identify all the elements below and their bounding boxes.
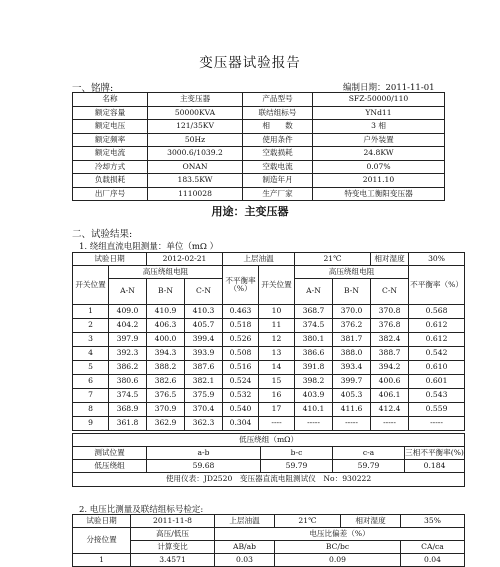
- ratio-cell: 0.03: [215, 554, 275, 567]
- dc-resistance-table: [72, 252, 465, 431]
- nameplate-row: [73, 133, 445, 147]
- resistance-row: [73, 403, 465, 417]
- resistance-cell: 0.559: [409, 403, 465, 417]
- resistance-cell: 374.5: [109, 389, 147, 403]
- resistance-cell: 404.2: [109, 319, 147, 333]
- resistance-cell: 394.2: [371, 361, 409, 375]
- resistance-cell: 393.9: [185, 347, 223, 361]
- nameplate-field-value: 50000KVA: [148, 106, 243, 120]
- phase-pair-header: CA/ca: [401, 541, 465, 554]
- resistance-cell: 0.463: [223, 305, 259, 319]
- resistance-cell: 387.6: [185, 361, 223, 375]
- dc-info-row: [73, 253, 465, 266]
- resistance-cell: 11: [259, 319, 295, 333]
- nameplate-row: [73, 93, 445, 107]
- phase-pair-header: BC/bc: [275, 541, 401, 554]
- tap-position-header: 分接位置: [73, 528, 131, 554]
- resistance-cell: 7: [73, 389, 109, 403]
- report-title: 变压器试验报告: [199, 55, 301, 71]
- resistance-cell: 370.9: [147, 403, 185, 417]
- test-date-value: 2011-11-8: [131, 515, 215, 528]
- resistance-cell: 9: [73, 417, 109, 431]
- resistance-cell: 362.9: [147, 417, 185, 431]
- test-date-value: 2012-02-21: [147, 253, 223, 266]
- resistance-cell: 8: [73, 403, 109, 417]
- nameplate-row: [73, 120, 445, 134]
- resistance-cell: 394.3: [147, 347, 185, 361]
- ratio-cell: 1: [73, 554, 131, 567]
- phase-column-header: B-N: [147, 279, 185, 305]
- resistance-cell: 368.9: [109, 403, 147, 417]
- resistance-cell: 411.6: [333, 403, 371, 417]
- resistance-cell: 399.4: [185, 333, 223, 347]
- resistance-row: [73, 389, 465, 403]
- resistance-cell: 17: [259, 403, 295, 417]
- nameplate-field-label: 额定频率: [73, 133, 148, 147]
- nameplate-field-label: 额定电压: [73, 120, 148, 134]
- nameplate-field-value: 主变压器: [148, 93, 243, 107]
- nameplate-field-label: 制造年月: [243, 174, 313, 188]
- resistance-cell: 376.5: [147, 389, 185, 403]
- resistance-cell: 361.8: [109, 417, 147, 431]
- nameplate-field-value: 3 相: [313, 120, 445, 134]
- nameplate-field-label: 使用条件: [243, 133, 313, 147]
- ratio-table: [72, 514, 465, 567]
- resistance-cell: 400.0: [147, 333, 185, 347]
- oil-temp-value: 21℃: [295, 253, 371, 266]
- resistance-cell: 388.2: [147, 361, 185, 375]
- nameplate-field-label: 名称: [73, 93, 148, 107]
- oil-temp-value: 21℃: [275, 515, 341, 528]
- resistance-cell: 370.8: [371, 305, 409, 319]
- phase-column-header: C-N: [185, 279, 223, 305]
- calc-ratio-header: 计算变比: [131, 541, 215, 554]
- humidity-value: 35%: [401, 515, 465, 528]
- phase-column-header: C-N: [371, 279, 409, 305]
- lv-header-cell: b-c: [261, 447, 333, 460]
- resistance-cell: 398.2: [295, 375, 333, 389]
- resistance-row: [73, 319, 465, 333]
- phase-column-header: B-N: [333, 279, 371, 305]
- resistance-cell: 392.3: [109, 347, 147, 361]
- resistance-cell: 4: [73, 347, 109, 361]
- hv-resistance-header: 高压绕组电阻: [295, 266, 409, 279]
- resistance-cell: 15: [259, 375, 295, 389]
- nameplate-field-value: 50Hz: [148, 133, 243, 147]
- nameplate-field-label: 空载损耗: [243, 147, 313, 161]
- tap-position-header: 开关位置: [73, 266, 109, 305]
- resistance-cell: 412.4: [371, 403, 409, 417]
- unbalance-header: 不平衡率（%）: [409, 266, 465, 305]
- resistance-cell: 382.1: [185, 375, 223, 389]
- resistance-cell: -----: [333, 417, 371, 431]
- resistance-row: [73, 375, 465, 389]
- resistance-cell: 0.526: [223, 333, 259, 347]
- resistance-cell: 0.543: [409, 389, 465, 403]
- resistance-cell: 370.0: [333, 305, 371, 319]
- nameplate-field-label: 相 数: [243, 120, 313, 134]
- resistance-cell: 0.612: [409, 319, 465, 333]
- usage-heading: 用途：主变压器: [211, 205, 289, 218]
- resistance-cell: 0.601: [409, 375, 465, 389]
- ratio-cell: 0.04: [401, 554, 465, 567]
- ratio-info-row: [73, 515, 465, 528]
- resistance-cell: -----: [371, 417, 409, 431]
- resistance-cell: 406.1: [371, 389, 409, 403]
- nameplate-field-label: 冷却方式: [73, 160, 148, 174]
- lv-value-cell: 低压绕组: [73, 460, 147, 473]
- resistance-cell: 10: [259, 305, 295, 319]
- lv-resistance-table: [72, 433, 465, 487]
- resistance-cell: 403.9: [295, 389, 333, 403]
- nameplate-field-value: 户外装置: [313, 133, 445, 147]
- resistance-cell: 382.4: [371, 333, 409, 347]
- resistance-cell: 400.6: [371, 375, 409, 389]
- resistance-cell: 6: [73, 375, 109, 389]
- resistance-cell: 381.7: [333, 333, 371, 347]
- resistance-cell: 0.542: [409, 347, 465, 361]
- resistance-cell: 406.3: [147, 319, 185, 333]
- resistance-cell: 374.5: [295, 319, 333, 333]
- resistance-cell: 0.610: [409, 361, 465, 375]
- resistance-cell: 0.516: [223, 361, 259, 375]
- resistance-cell: -----: [409, 417, 465, 431]
- resistance-cell: 16: [259, 389, 295, 403]
- nameplate-section-label: 一、铭牌:: [72, 83, 114, 94]
- resistance-cell: 376.2: [333, 319, 371, 333]
- oil-temp-label: 上层油温: [223, 253, 295, 266]
- resistance-cell: 380.1: [295, 333, 333, 347]
- test-date-label: 试验日期: [73, 253, 147, 266]
- ratio-cell: 3.4571: [131, 554, 215, 567]
- results-section-label: 二、试验结果:: [72, 229, 133, 240]
- phase-column-header: A-N: [109, 279, 147, 305]
- lv-value-cell: 59.79: [333, 460, 405, 473]
- ratio-label: 2. 电压比测量及联结组标号检定:: [79, 505, 204, 515]
- lv-title: 低压绕组（mΩ）: [73, 434, 465, 447]
- nameplate-field-label: 额定电流: [73, 147, 148, 161]
- resistance-cell: 409.0: [109, 305, 147, 319]
- nameplate-row: [73, 160, 445, 174]
- nameplate-field-value: 24.8KW: [313, 147, 445, 161]
- resistance-cell: 380.6: [109, 375, 147, 389]
- resistance-cell: ----: [259, 417, 295, 431]
- humidity-value: 30%: [409, 253, 465, 266]
- resistance-cell: 0.612: [409, 333, 465, 347]
- nameplate-field-label: 生产厂家: [243, 187, 313, 201]
- resistance-cell: 13: [259, 347, 295, 361]
- nameplate-field-value: ONAN: [148, 160, 243, 174]
- nameplate-table: [72, 92, 445, 201]
- nameplate-row: [73, 106, 445, 120]
- resistance-cell: 393.4: [333, 361, 371, 375]
- resistance-cell: 2: [73, 319, 109, 333]
- nameplate-field-value: 特变电工衡阳变压器: [313, 187, 445, 201]
- humidity-label: 相对湿度: [341, 515, 401, 528]
- resistance-cell: 386.6: [295, 347, 333, 361]
- nameplate-field-value: YNd11: [313, 106, 445, 120]
- nameplate-field-value: SFZ-50000/110: [313, 93, 445, 107]
- phase-pair-header: AB/ab: [215, 541, 275, 554]
- resistance-cell: 399.7: [333, 375, 371, 389]
- resistance-row: [73, 305, 465, 319]
- oil-temp-label: 上层油温: [215, 515, 275, 528]
- resistance-cell: 391.8: [295, 361, 333, 375]
- resistance-cell: 0.568: [409, 305, 465, 319]
- resistance-cell: 397.9: [109, 333, 147, 347]
- resistance-cell: 386.2: [109, 361, 147, 375]
- resistance-cell: 375.9: [185, 389, 223, 403]
- resistance-cell: 3: [73, 333, 109, 347]
- resistance-cell: 0.518: [223, 319, 259, 333]
- resistance-cell: 388.0: [333, 347, 371, 361]
- nameplate-field-label: 空载电流: [243, 160, 313, 174]
- nameplate-field-value: 3000.6/1039.2: [148, 147, 243, 161]
- resistance-cell: 388.7: [371, 347, 409, 361]
- resistance-cell: -----: [295, 417, 333, 431]
- test-date-label: 试验日期: [73, 515, 131, 528]
- resistance-cell: 0.304: [223, 417, 259, 431]
- hv-lv-header: 高压/低压: [131, 528, 215, 541]
- nameplate-row: [73, 147, 445, 161]
- lv-header-cell: c-a: [333, 447, 405, 460]
- lv-header-cell: 测试位置: [73, 447, 147, 460]
- resistance-cell: 5: [73, 361, 109, 375]
- resistance-row: [73, 417, 465, 431]
- lv-value-cell: 59.68: [147, 460, 261, 473]
- lv-value-cell: 59.79: [261, 460, 333, 473]
- resistance-cell: 0.540: [223, 403, 259, 417]
- phase-column-header: A-N: [295, 279, 333, 305]
- resistance-cell: 362.3: [185, 417, 223, 431]
- resistance-cell: 0.508: [223, 347, 259, 361]
- lv-value-cell: 0.184: [405, 460, 465, 473]
- nameplate-field-value: 0.07%: [313, 160, 445, 174]
- dc-resistance-label: 1. 绕组直流电阻测量：单位（mΩ ）: [79, 242, 219, 252]
- nameplate-field-value: 1110028: [148, 187, 243, 201]
- resistance-cell: 368.7: [295, 305, 333, 319]
- resistance-cell: 405.3: [333, 389, 371, 403]
- instrument-note: 使用仪表：JD2520 变压器直流电阻测试仪 No：930222: [73, 473, 465, 487]
- resistance-cell: 370.4: [185, 403, 223, 417]
- resistance-cell: 12: [259, 333, 295, 347]
- nameplate-field-value: 121/35KV: [148, 120, 243, 134]
- lv-header-cell: 三相不平衡率(%): [405, 447, 465, 460]
- resistance-cell: 0.532: [223, 389, 259, 403]
- nameplate-row: [73, 187, 445, 201]
- resistance-cell: 1: [73, 305, 109, 319]
- resistance-row: [73, 361, 465, 375]
- hv-resistance-header: 高压绕组电阻: [109, 266, 223, 279]
- resistance-cell: 410.9: [147, 305, 185, 319]
- nameplate-field-label: 额定容量: [73, 106, 148, 120]
- unbalance-header: 不平衡率（%）: [223, 266, 259, 305]
- tap-position-header: 开关位置: [259, 266, 295, 305]
- nameplate-row: [73, 174, 445, 188]
- nameplate-field-label: 产品型号: [243, 93, 313, 107]
- ratio-cell: 0.09: [275, 554, 401, 567]
- nameplate-field-value: 183.5KW: [148, 174, 243, 188]
- nameplate-field-value: 2011.10: [313, 174, 445, 188]
- resistance-cell: 382.6: [147, 375, 185, 389]
- compile-date: 编制日期：2011-11-01: [343, 83, 435, 93]
- resistance-cell: 0.524: [223, 375, 259, 389]
- ratio-deviation-header: 电压比偏差（%）: [215, 528, 465, 541]
- nameplate-field-label: 出厂序号: [73, 187, 148, 201]
- resistance-row: [73, 333, 465, 347]
- resistance-cell: 410.3: [185, 305, 223, 319]
- resistance-cell: 376.8: [371, 319, 409, 333]
- lv-header-cell: a-b: [147, 447, 261, 460]
- resistance-row: [73, 347, 465, 361]
- nameplate-field-label: 联结组标号: [243, 106, 313, 120]
- humidity-label: 相对湿度: [371, 253, 409, 266]
- resistance-cell: 405.7: [185, 319, 223, 333]
- resistance-cell: 14: [259, 361, 295, 375]
- resistance-cell: 410.1: [295, 403, 333, 417]
- nameplate-field-label: 负载损耗: [73, 174, 148, 188]
